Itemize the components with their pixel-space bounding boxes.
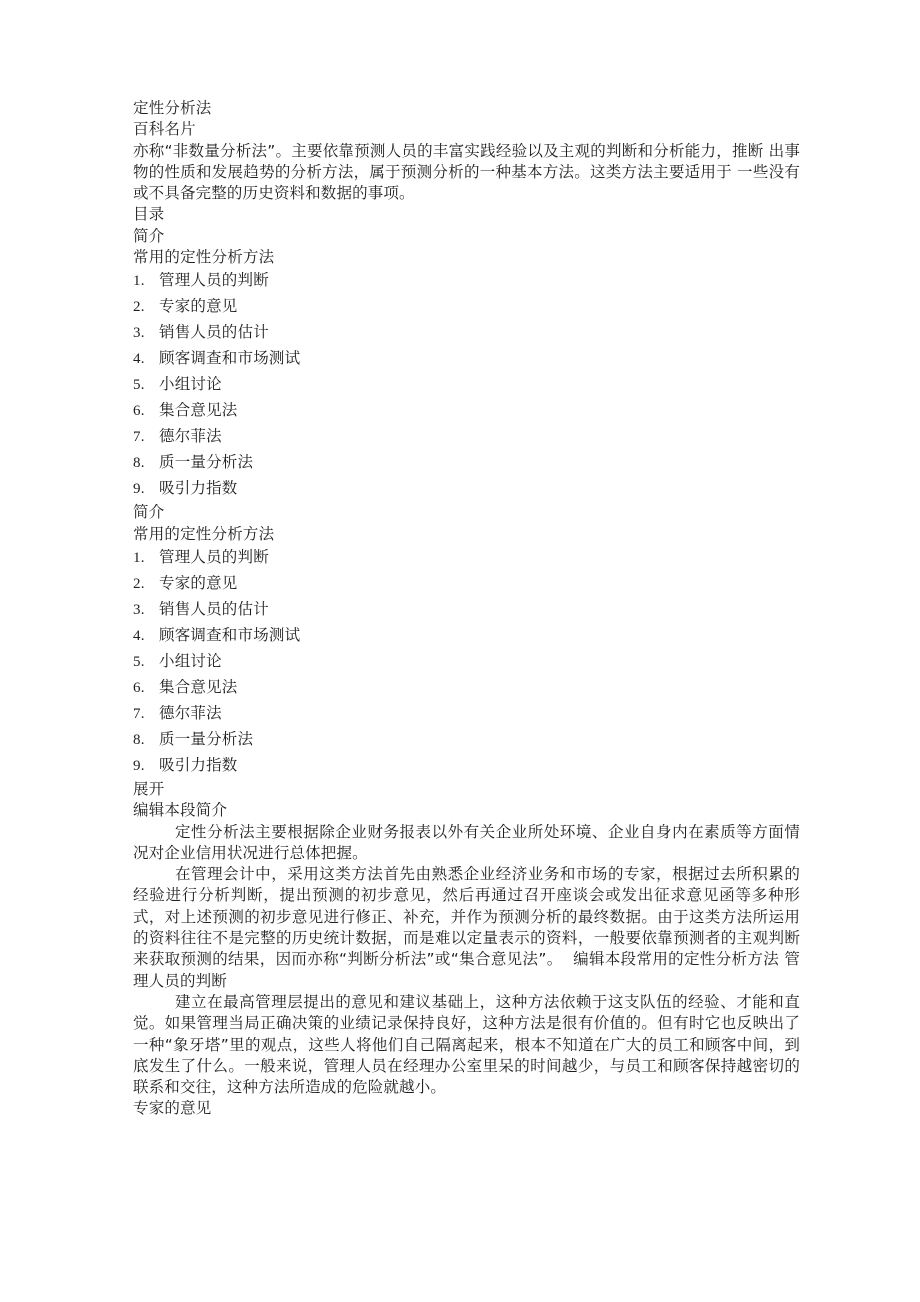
toc-section-brief-repeat[interactable]: 简介 [133, 503, 165, 522]
list-item-number: 7. [133, 705, 145, 722]
list-item-number: 3. [133, 325, 145, 342]
list-item-number: 6. [133, 403, 145, 420]
toc-section-brief[interactable]: 简介 [133, 226, 165, 245]
list-item-label: 质一量分析法 [159, 453, 254, 472]
list-item-number: 2. [133, 299, 145, 316]
list-item-number: 4. [133, 351, 145, 368]
list-item-label: 管理人员的判断 [159, 547, 269, 566]
list-item-label: 管理人员的判断 [159, 271, 269, 290]
list-item[interactable] [133, 675, 800, 701]
list-item[interactable] [133, 450, 800, 476]
list-item-number: 8. [133, 455, 145, 472]
list-item[interactable] [133, 649, 800, 675]
toc-list-primary [133, 268, 800, 502]
list-item-number: 9. [133, 481, 145, 498]
body-paragraph-3: 建立在最高管理层提出的意见和建议基础上，这种方法依赖于这支队伍的经验、才能和直觉。如果管理当局正确决策的业绩记录保持良好，这种方法是很有价值的。但有时它也反映出了一种“象牙塔”里的观点，这些人将他们自己隔离起来，根本不知道在广大的员工和顾客中间，到底发生了什么。一般来说，管理人员在经理办公室里呆的时间越少，与员工和顾客保持越密切的联系和交往，这种方法所造成的危险就越小。 [133, 992, 800, 1097]
list-item-number: 7. [133, 429, 145, 446]
expand-toggle[interactable]: 展开 [133, 779, 165, 798]
list-item[interactable] [133, 398, 800, 424]
list-item[interactable] [133, 545, 800, 571]
list-item-label: 德尔菲法 [159, 427, 222, 446]
list-item-label: 德尔菲法 [159, 703, 222, 722]
list-item[interactable] [133, 268, 800, 294]
list-item-label: 专家的意见 [159, 297, 238, 316]
body-paragraph-2: 在管理会计中，采用这类方法首先由熟悉企业经济业务和市场的专家，根据过去所积累的经验进行分析判断，提出预测的初步意见，然后再通过召开座谈会或发出征求意见函等多种形式，对上述预测的初步意见进行修正、补充，并作为预测分析的最终数据。由于这类方法所运用的资料往往不是完整的历史统计数据，而是难以定量表示的资料，一般要依靠预测者的主观判断来获取预测的结果，因而亦称“判断分析法”或“集合意见法”。 编辑本段常用的定性分析方法 管理人员的判断 [133, 865, 800, 990]
list-item-number: 1. [133, 549, 145, 566]
list-item-number: 5. [133, 653, 145, 670]
list-item-label: 顾客调查和市场测试 [159, 349, 301, 368]
list-item-label: 专家的意见 [159, 573, 238, 592]
closing-heading-expert-opinion: 专家的意见 [133, 1099, 212, 1118]
list-item[interactable] [133, 424, 800, 450]
list-item[interactable] [133, 623, 800, 649]
section-heading-edit-brief[interactable]: 编辑本段简介 [133, 801, 228, 820]
list-item-label: 顾客调查和市场测试 [159, 625, 301, 644]
subtitle-baike-card: 百科名片 [133, 120, 196, 139]
toc-list-secondary [133, 545, 800, 779]
toc-section-common-methods[interactable]: 常用的定性分析方法 [133, 248, 275, 267]
list-item-number: 2. [133, 575, 145, 592]
intro-paragraph: 亦称“非数量分析法”。主要依靠预测人员的丰富实践经验以及主观的判断和分析能力，推断 出事物的性质和发展趋势的分析方法，属于预测分析的一种基本方法。这类方法主要适用于 一些没有或不具备完整的历史资料和数据的事项。 [133, 141, 800, 203]
list-item-number: 3. [133, 601, 145, 618]
list-item-label: 销售人员的估计 [159, 599, 269, 618]
list-item-label: 销售人员的估计 [159, 323, 269, 342]
list-item-label: 集合意见法 [159, 677, 238, 696]
list-item-number: 1. [133, 273, 145, 290]
list-item[interactable] [133, 476, 800, 502]
list-item-number: 6. [133, 679, 145, 696]
list-item-number: 5. [133, 377, 145, 394]
toc-heading: 目录 [133, 205, 165, 224]
list-item[interactable] [133, 372, 800, 398]
list-item[interactable] [133, 320, 800, 346]
list-item-label: 吸引力指数 [159, 755, 238, 774]
list-item[interactable] [133, 701, 800, 727]
list-item[interactable] [133, 727, 800, 753]
document-body [133, 98, 800, 1120]
list-item-label: 集合意见法 [159, 401, 238, 420]
list-item-label: 质一量分析法 [159, 729, 254, 748]
list-item-number: 8. [133, 731, 145, 748]
toc-section-common-methods-repeat[interactable]: 常用的定性分析方法 [133, 524, 275, 543]
list-item[interactable] [133, 346, 800, 372]
list-item-label: 吸引力指数 [159, 479, 238, 498]
list-item[interactable] [133, 294, 800, 320]
list-item[interactable] [133, 597, 800, 623]
list-item[interactable] [133, 753, 800, 779]
list-item[interactable] [133, 571, 800, 597]
page-title: 定性分析法 [133, 99, 212, 117]
list-item-number: 4. [133, 627, 145, 644]
list-item-label: 小组讨论 [159, 375, 222, 394]
list-item-label: 小组讨论 [159, 651, 222, 670]
list-item-number: 9. [133, 757, 145, 774]
body-paragraph-1: 定性分析法主要根据除企业财务报表以外有关企业所处环境、企业自身内在素质等方面情况对企业信用状况进行总体把握。 [133, 822, 800, 862]
